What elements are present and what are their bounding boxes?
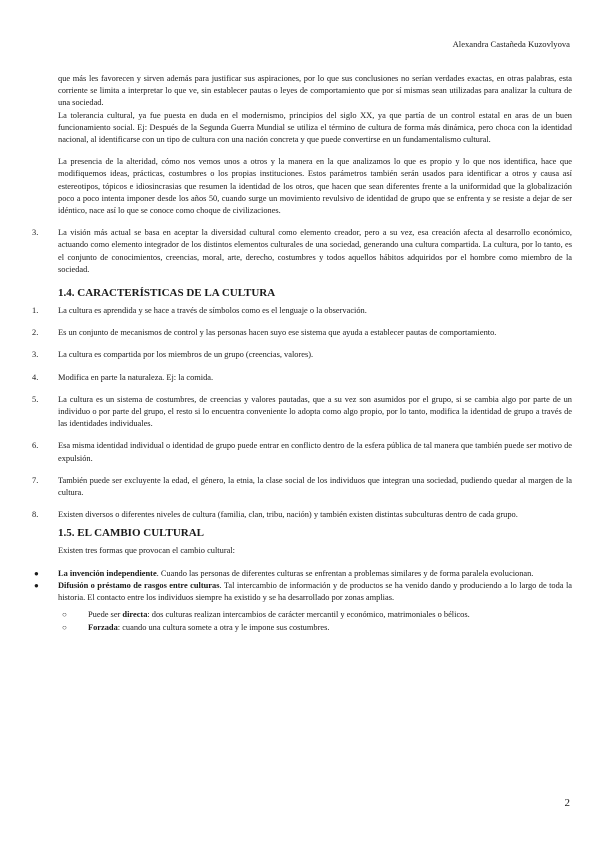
list-item — [32, 372, 572, 384]
bullet-bold-text: Difusión o préstamo de rasgos entre culturas — [58, 580, 220, 590]
paragraph: La presencia de la alteridad, cómo nos vemos unos a otros y la manera en la que analizamos lo que es propio y lo que nos identifica, hace que modifiquemos ideas, prácticas, costumbres o los propias instituciones. Estos parámetros también serán usados para identificar a otros y causa así estereotipos, tópicos e idiosincrasias que resumen la identidad de los otros, que hacen que sean diferentes frente a la uniformidad que la globalización poco a poco intenta imponer desde los años 50, cuando surge un movimiento revulsivo de identidad de grupo que se enfrenta y se resiste a dejar de ser idéntico, nace así lo que se conoce como choque de civilizaciones. — [58, 157, 572, 216]
list-text: Modifica en parte la naturaleza. Ej: la comida. — [58, 372, 214, 382]
page-header-author: Alexandra Castañeda Kuzovlyova — [452, 39, 570, 49]
paragraph: Existen tres formas que provocan el cambio cultural: — [58, 546, 235, 556]
sub-bullet-item — [32, 622, 572, 634]
list-text: La cultura es un sistema de costumbres, de creencias y valores pautadas, que a su vez son asumidos por el grupo, si se cambia algo por parte de un individuo o por parte del grupo, el resto si lo encuentra conveniente lo adopta como algo propio, por lo tanto, modifica la identidad de grupo a través de las identidades individuales. — [58, 394, 572, 429]
list-text: Es un conjunto de mecanismos de control y las personas hacen suyo ese sistema que ayuda a establecer pautas de comportamiento. — [58, 328, 497, 338]
list-text: La cultura es aprendida y se hace a través de símbolos como es el lenguaje o la observación. — [58, 306, 367, 316]
list-item — [32, 475, 572, 499]
list-number: 8. — [32, 510, 39, 520]
sub-bullet-bold-text: Forzada — [88, 622, 118, 632]
list-text: La visión más actual se basa en aceptar la diversidad cultural como elemento creador, pero a su vez, esa creación afecta al desarrollo económico, actuando como elemento integrador de los distintos elementos culturales de una sociedad, generando una cultura compartida. La cultura, por lo tanto, es el conjunto de conocimientos, creencias, moral, arte, derecho, costumbres y todos aquellos hábitos adquiridos por el hombre como miembro de la sociedad. — [58, 228, 572, 274]
bullet-text: . Cuando las personas de diferentes culturas se enfrentan a problemas similares y de forma paralela evolucionan. — [156, 568, 534, 578]
list-number: 5. — [32, 394, 39, 404]
list-number: 4. — [32, 372, 39, 382]
sub-bullet-text: : dos culturas realizan intercambios de carácter mercantil y económico, matrimoniales o bélicos. — [147, 610, 470, 620]
list-text: La cultura es compartida por los miembros de un grupo (creencias, valores). — [58, 350, 314, 360]
bullet-item — [32, 568, 572, 580]
sub-bullet-text: : cuando una cultura somete a otra y le impone sus costumbres. — [117, 622, 330, 632]
list-item — [32, 327, 572, 339]
list-number: 3. — [32, 350, 39, 360]
circle-bullet-icon: ○ — [62, 610, 67, 620]
bullet-dot-icon: ● — [34, 568, 39, 578]
bullet-text: . Tal intercambio de información y de productos se ha venido dando y produciendo a lo largo de toda la historia. El contacto entre los individuos siempre ha existido y se ha desarrollado por zonas amplias. — [58, 580, 572, 603]
sub-bullet-bold-text: directa — [122, 610, 148, 620]
paragraph: que más les favorecen y sirven además para justificar sus aspiraciones, por lo que sus conclusiones no serían verdades exactas, en otras palabras, esta corriente se limita a interpretar lo que ve, sin establecer pautas o leyes de comportamiento que por sí mismas sean utilizadas para analizar la cultura de una sociedad. — [58, 74, 572, 108]
list-item — [32, 305, 572, 317]
list-item — [32, 349, 572, 361]
list-item — [32, 227, 572, 276]
page-body — [32, 73, 572, 634]
list-text: Existen diversos o diferentes niveles de cultura (familia, clan, tribu, nación) y también existen distintas subculturas dentro de cada grupo. — [58, 510, 518, 520]
circle-bullet-icon: ○ — [62, 622, 67, 632]
list-number: 2. — [32, 328, 39, 338]
list-number: 1. — [32, 306, 39, 316]
bullet-dot-icon: ● — [34, 580, 39, 590]
page-number: 2 — [564, 797, 570, 809]
list-item — [32, 509, 572, 521]
sub-bullet-prefix: Puede ser — [88, 610, 123, 620]
list-number: 6. — [32, 441, 39, 451]
list-item — [32, 440, 572, 464]
list-number: 3. — [32, 228, 39, 238]
paragraph: La tolerancia cultural, ya fue puesta en duda en el modernismo, principios del siglo XX, ya que partía de un control estatal en aras de un buen funcionamiento social. Ej: Después de la Segunda Guerra Mundial se utiliza el término de cultura de forma más dinámica, pero choca con la identidad nacional, al identificarse con un tipo de cultura con una nación concreta y que puede convertirse en un fundamentalismo cultural. — [58, 110, 572, 145]
section-heading: 1.5. EL CAMBIO CULTURAL — [58, 527, 204, 540]
list-text: Esa misma identidad individual o identidad de grupo puede entrar en conflicto dentro de la esfera pública de tal manera que también puede ser motivo de expulsión. — [58, 441, 572, 463]
list-text: También puede ser excluyente la edad, el género, la etnia, la clase social de los individuos que integran una sociedad, pudiendo quedar al margen de la cultura. — [58, 475, 572, 498]
sub-bullet-item — [32, 609, 572, 621]
section-heading: 1.4. CARACTERÍSTICAS DE LA CULTURA — [58, 287, 276, 300]
list-number: 7. — [32, 475, 39, 485]
bullet-item — [32, 580, 572, 604]
bullet-bold-text: La invención independiente — [58, 568, 157, 578]
list-item — [32, 394, 572, 431]
